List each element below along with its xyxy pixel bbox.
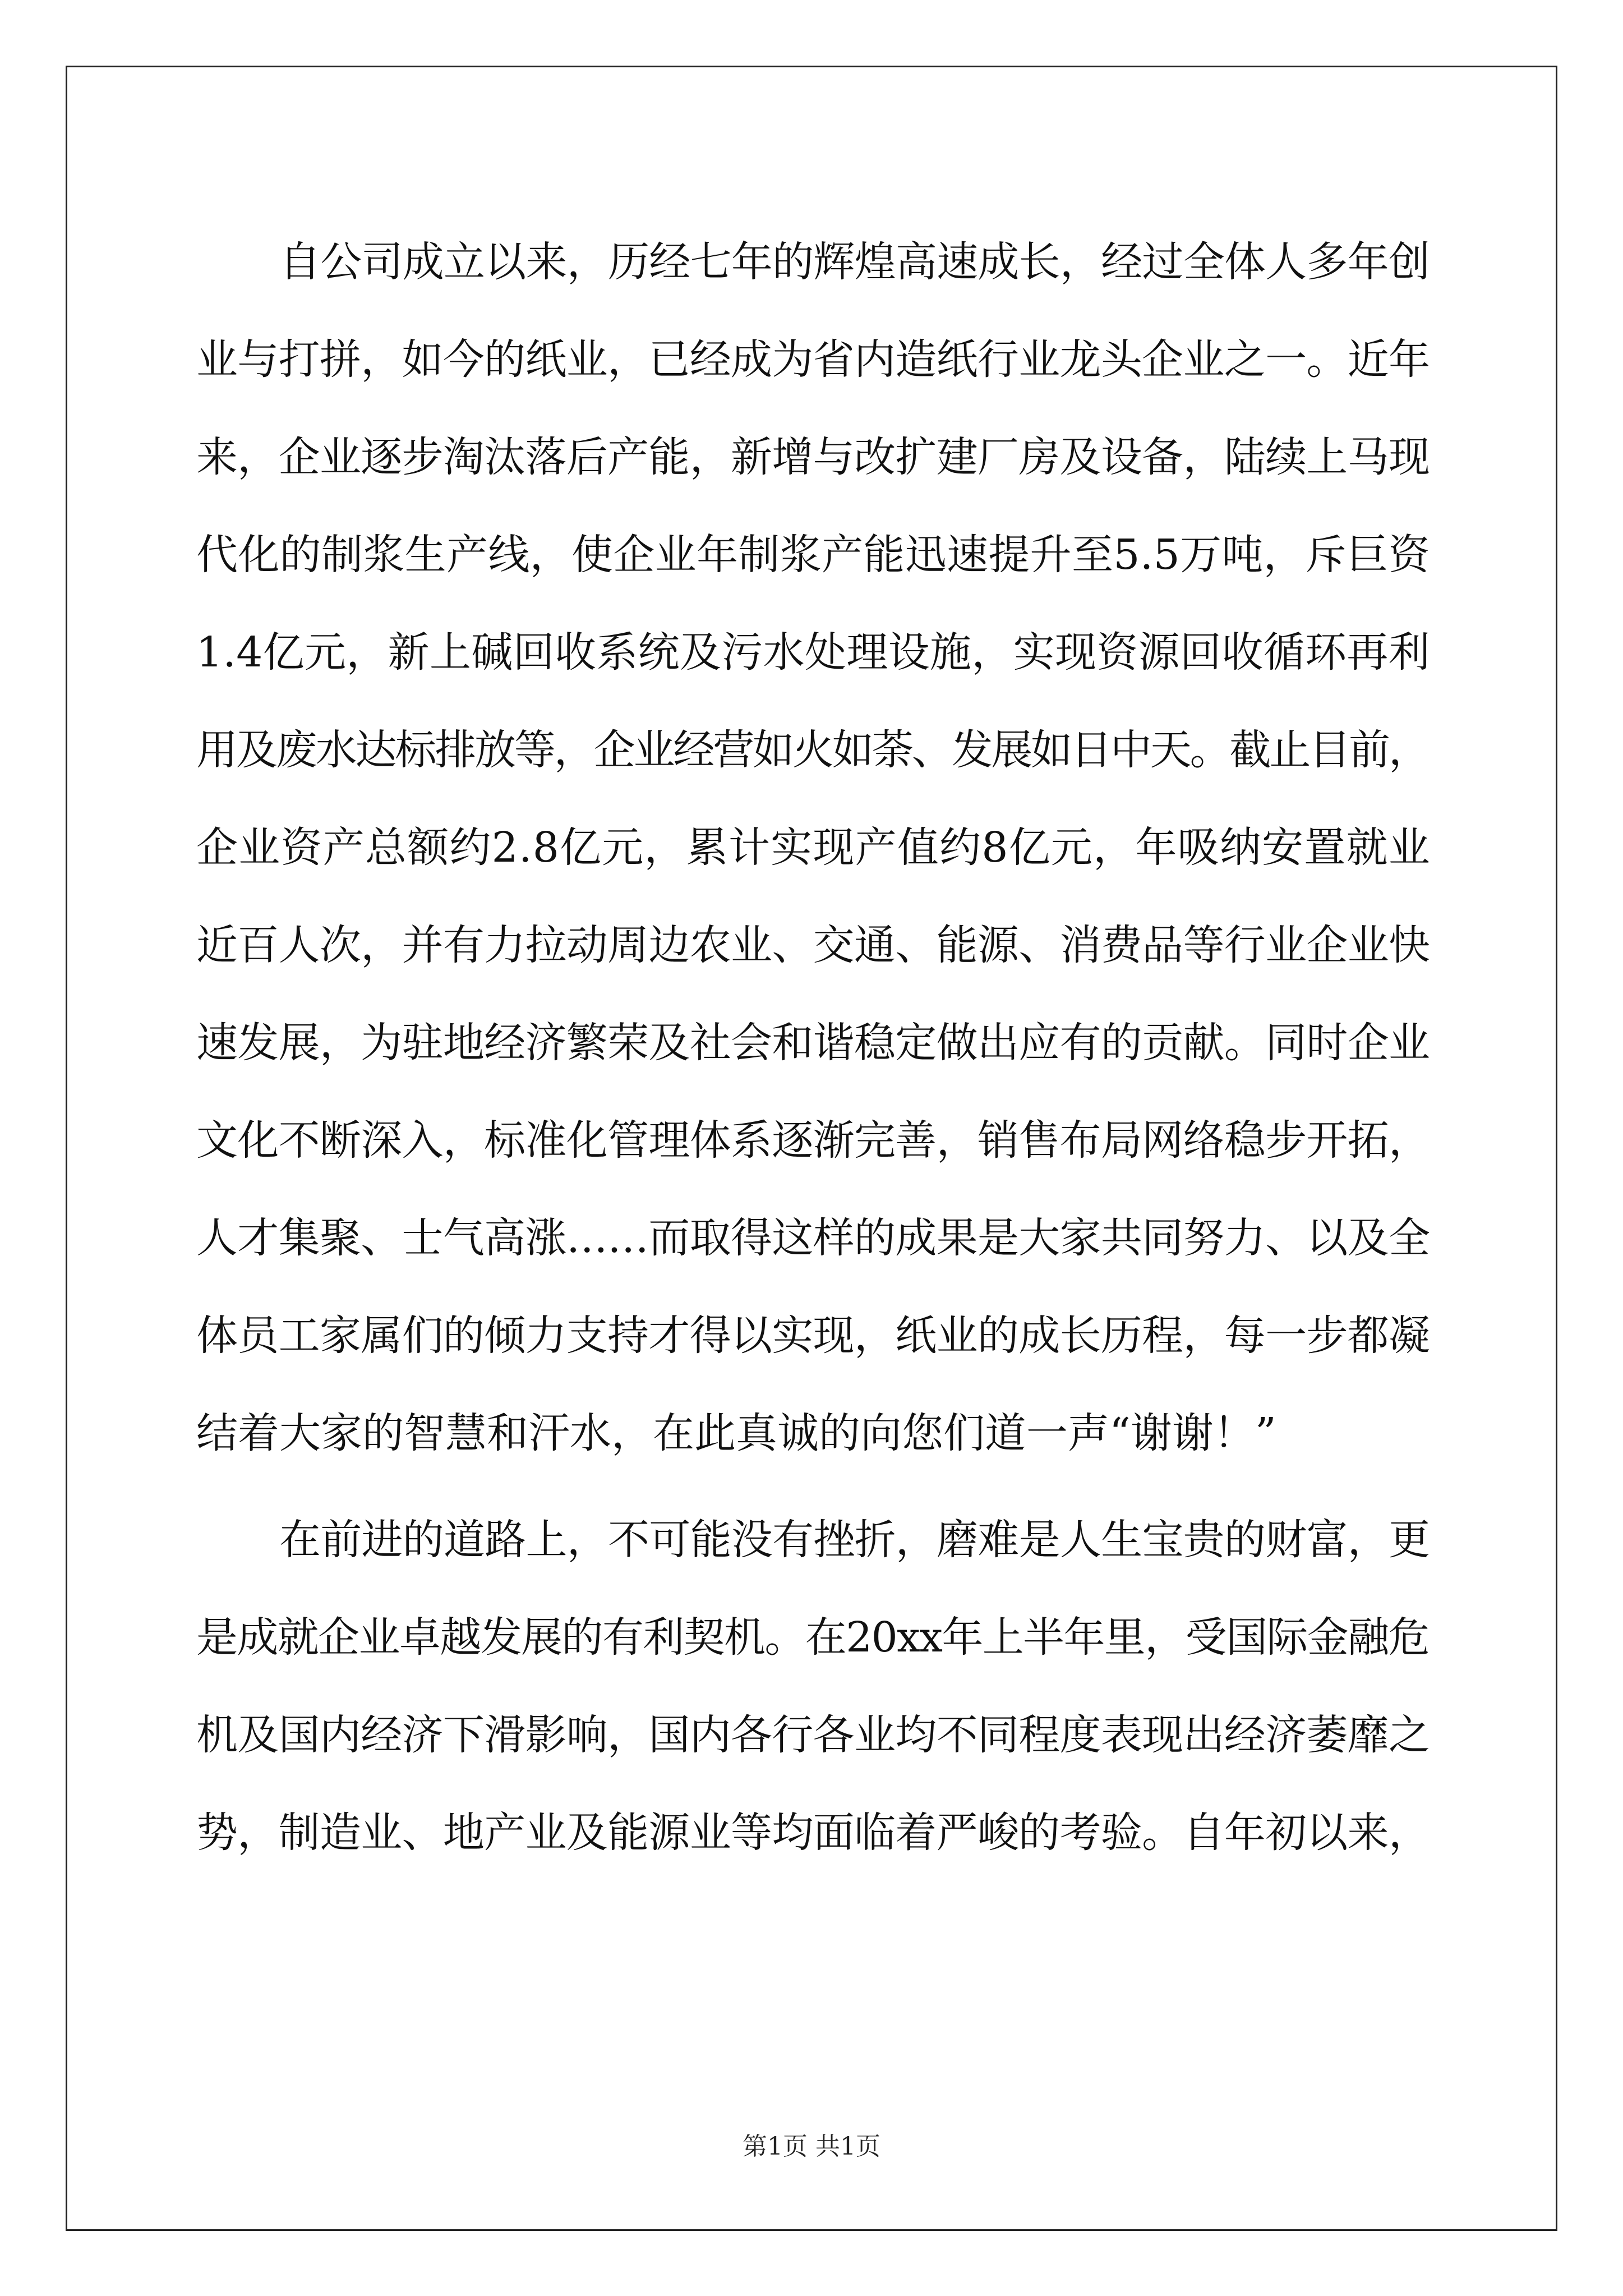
paragraph-gap bbox=[196, 1482, 1430, 1491]
paragraph-1-line-6: 用及废水达标排放等，企业经营如火如荼、发展如日中天。截止目前， bbox=[196, 726, 1428, 774]
paragraph-1-line-4: 代化的制浆生产线，使企业年制浆产能迅速提升至5.5万吨，斥巨资 bbox=[196, 531, 1431, 579]
paragraph-1-line-2: 业与打拼，如今的纸业，已经成为省内造纸行业龙头企业之一。近年 bbox=[196, 335, 1430, 384]
paragraph-2-line-3: 机及国内经济下滑影响，国内各行各业均不同程度表现出经济萎靡之 bbox=[196, 1711, 1430, 1759]
paragraph-1-line-13: 结着大家的智慧和汗水，在此真诚的向您们道一声“谢谢！” bbox=[196, 1409, 1276, 1457]
paragraph-2-line-1: 在前进的道路上，不可能没有挫折，磨难是人生宝贵的财富，更 bbox=[279, 1516, 1430, 1564]
paragraph-2-line-2: 是成就企业卓越发展的有利契机。在20xx年上半年里，受国际金融危 bbox=[196, 1613, 1430, 1662]
paragraph-2-line-4: 势，制造业、地产业及能源业等均面临着严峻的考验。自年初以来， bbox=[196, 1809, 1430, 1857]
paragraph-1-line-8: 近百人次，并有力拉动周边农业、交通、能源、消费品等行业企业快 bbox=[196, 921, 1430, 969]
paragraph-1-line-5: 1.4亿元，新上碱回收系统及污水处理设施，实现资源回收循环再利 bbox=[196, 628, 1431, 677]
document-body bbox=[196, 213, 1430, 1881]
paragraph-1-line-1: 自公司成立以来，历经七年的辉煌高速成长，经过全体人多年创 bbox=[279, 238, 1430, 286]
page-number-label: 第1页 共1页 bbox=[743, 2132, 880, 2161]
paragraph-1-line-3: 来，企业逐步淘汰落后产能，新增与改扩建厂房及设备，陆续上马现 bbox=[196, 433, 1430, 481]
paragraph-1-line-12: 体员工家属们的倾力支持才得以实现，纸业的成长历程，每一步都凝 bbox=[196, 1312, 1430, 1360]
paragraph-1-line-7: 企业资产总额约2.8亿元，累计实现产值约8亿元，年吸纳安置就业 bbox=[196, 823, 1431, 872]
paragraph-1-line-11: 人才集聚、士气高涨……而取得这样的成果是大家共同努力、以及全 bbox=[196, 1214, 1430, 1262]
page-footer bbox=[0, 2126, 1623, 2162]
paragraph-1-line-10: 文化不断深入，标准化管理体系逐渐完善，销售布局网络稳步开拓， bbox=[196, 1116, 1430, 1165]
paragraph-1-line-9: 速发展，为驻地经济繁荣及社会和谐稳定做出应有的贡献。同时企业 bbox=[196, 1019, 1430, 1067]
